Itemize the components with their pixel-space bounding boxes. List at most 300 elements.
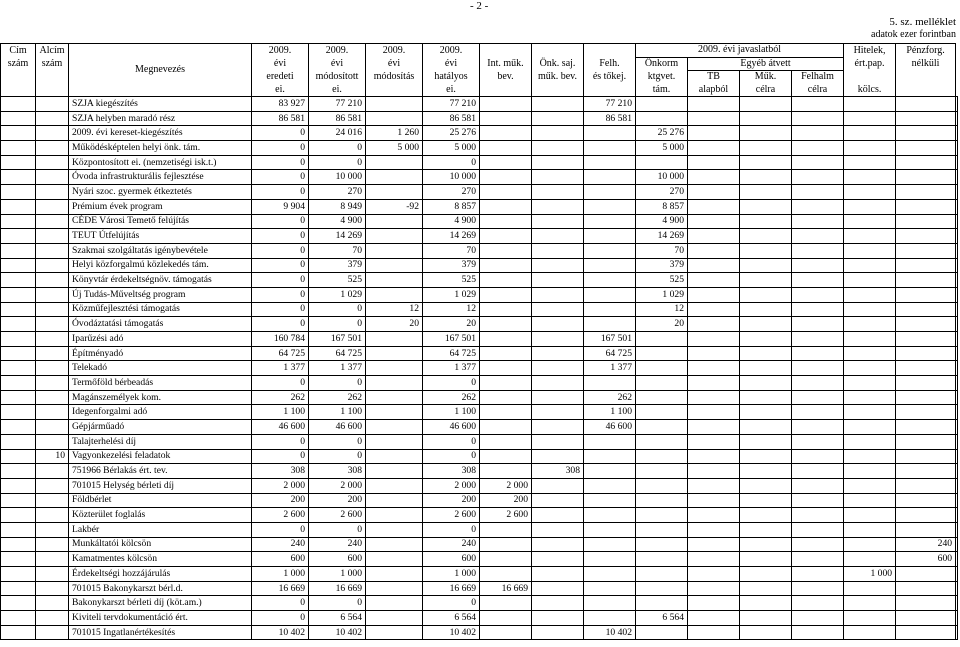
value-cell: 167 501 [423, 332, 480, 347]
cim-cell [1, 390, 36, 405]
value-cell [792, 390, 844, 405]
cim-cell [1, 302, 36, 317]
value-cell [844, 346, 896, 361]
value-cell [844, 199, 896, 214]
value-cell [896, 141, 956, 156]
value-cell [896, 214, 956, 229]
value-cell [844, 434, 896, 449]
value-cell [792, 302, 844, 317]
value-cell [956, 596, 958, 611]
value-cell: 262 [584, 390, 636, 405]
value-cell [532, 243, 584, 258]
alcim-cell [36, 214, 69, 229]
value-cell [896, 567, 956, 582]
cim-cell [1, 273, 36, 288]
value-cell [532, 170, 584, 185]
cim-cell [1, 214, 36, 229]
value-cell: 14 269 [423, 229, 480, 244]
value-cell: 46 600 [252, 420, 309, 435]
value-cell [584, 434, 636, 449]
value-cell [532, 611, 584, 626]
value-cell [636, 478, 688, 493]
value-cell [844, 361, 896, 376]
value-cell [792, 258, 844, 273]
value-cell [896, 317, 956, 332]
cim-cell [1, 243, 36, 258]
value-cell [792, 155, 844, 170]
cim-cell [1, 229, 36, 244]
value-cell [792, 126, 844, 141]
value-cell [844, 508, 896, 523]
value-cell [636, 464, 688, 479]
value-cell [896, 273, 956, 288]
value-cell [956, 302, 958, 317]
name-cell: Idegenforgalmi adó [69, 405, 252, 420]
alcim-cell [36, 155, 69, 170]
value-cell [740, 111, 792, 126]
value-cell [896, 478, 956, 493]
table-row [1, 126, 958, 141]
value-cell [366, 273, 423, 288]
value-cell [480, 434, 532, 449]
value-cell: 200 [423, 493, 480, 508]
name-cell: Gépjárműadó [69, 420, 252, 435]
cim-cell [1, 317, 36, 332]
alcim-cell [36, 126, 69, 141]
value-cell: 2 000 [309, 478, 366, 493]
value-cell [740, 596, 792, 611]
value-cell: 12 [636, 302, 688, 317]
value-cell: 20 [423, 317, 480, 332]
value-cell [636, 567, 688, 582]
alcim-cell [36, 493, 69, 508]
name-cell: Magánszemélyek kom. [69, 390, 252, 405]
value-cell [688, 111, 740, 126]
value-cell [956, 420, 958, 435]
value-cell [792, 552, 844, 567]
value-cell [636, 332, 688, 347]
value-cell: 1 100 [252, 405, 309, 420]
value-cell [740, 405, 792, 420]
value-cell: 1 260 [366, 126, 423, 141]
value-cell [532, 361, 584, 376]
name-cell: Építményadó [69, 346, 252, 361]
value-cell: 64 725 [252, 346, 309, 361]
value-cell [688, 596, 740, 611]
value-cell: 240 [309, 537, 366, 552]
value-cell [532, 97, 584, 112]
value-cell [480, 537, 532, 552]
header-megnevezes: Megnevezés [69, 57, 252, 84]
value-cell [532, 287, 584, 302]
value-cell [792, 508, 844, 523]
value-cell [366, 111, 423, 126]
value-cell [480, 625, 532, 640]
value-cell [792, 229, 844, 244]
value-cell [740, 141, 792, 156]
value-cell: 8 857 [636, 199, 688, 214]
value-cell [636, 376, 688, 391]
value-cell [956, 141, 958, 156]
value-cell: 600 [423, 552, 480, 567]
value-cell [584, 522, 636, 537]
value-cell [584, 537, 636, 552]
cim-cell [1, 625, 36, 640]
value-cell: 46 600 [423, 420, 480, 435]
value-cell [792, 199, 844, 214]
value-cell [688, 376, 740, 391]
value-cell [480, 258, 532, 273]
value-cell [532, 111, 584, 126]
table-row [1, 287, 958, 302]
value-cell [956, 625, 958, 640]
value-cell [366, 97, 423, 112]
value-cell [896, 229, 956, 244]
value-cell [688, 214, 740, 229]
value-cell: 10 402 [252, 625, 309, 640]
table-row [1, 537, 958, 552]
value-cell: 86 581 [423, 111, 480, 126]
name-cell: Működésképtelen helyi önk. tám. [69, 141, 252, 156]
value-cell: 0 [252, 185, 309, 200]
value-cell [956, 581, 958, 596]
value-cell: 0 [309, 302, 366, 317]
value-cell [584, 596, 636, 611]
value-cell [956, 508, 958, 523]
value-cell [740, 464, 792, 479]
value-cell [532, 346, 584, 361]
value-cell: 8 857 [423, 199, 480, 214]
name-cell: Közterület foglalás [69, 508, 252, 523]
value-cell: 1 000 [423, 567, 480, 582]
value-cell: 64 725 [584, 346, 636, 361]
value-cell [532, 214, 584, 229]
value-cell [366, 332, 423, 347]
value-cell: 0 [252, 522, 309, 537]
value-cell: 1 000 [309, 567, 366, 582]
value-cell [792, 185, 844, 200]
value-cell: 70 [423, 243, 480, 258]
value-cell: 77 210 [584, 97, 636, 112]
value-cell: 9 904 [252, 199, 309, 214]
value-cell [532, 449, 584, 464]
header-cim: Cím [1, 44, 36, 58]
value-cell [792, 478, 844, 493]
table-row [1, 214, 958, 229]
value-cell: 4 900 [423, 214, 480, 229]
value-cell [636, 361, 688, 376]
value-cell [844, 611, 896, 626]
value-cell: 0 [252, 449, 309, 464]
value-cell [532, 273, 584, 288]
alcim-cell [36, 552, 69, 567]
value-cell [636, 434, 688, 449]
value-cell: 24 016 [309, 126, 366, 141]
value-cell: 0 [309, 141, 366, 156]
cim-cell [1, 97, 36, 112]
alcim-cell [36, 567, 69, 582]
value-cell [792, 346, 844, 361]
value-cell [896, 126, 956, 141]
value-cell [688, 405, 740, 420]
value-cell [366, 581, 423, 596]
cim-cell [1, 420, 36, 435]
value-cell: 0 [309, 155, 366, 170]
value-cell [366, 567, 423, 582]
value-cell [740, 420, 792, 435]
value-cell: 1 377 [423, 361, 480, 376]
cim-cell [1, 361, 36, 376]
value-cell [532, 405, 584, 420]
value-cell: 0 [252, 611, 309, 626]
alcim-cell [36, 464, 69, 479]
header-onkorm: Önkorm [636, 57, 688, 71]
value-cell [740, 567, 792, 582]
value-cell: 64 725 [309, 346, 366, 361]
value-cell [956, 611, 958, 626]
value-cell: 240 [896, 537, 956, 552]
value-cell [366, 537, 423, 552]
value-cell [792, 243, 844, 258]
value-cell [792, 141, 844, 156]
table-row [1, 390, 958, 405]
value-cell [480, 361, 532, 376]
value-cell: 16 669 [480, 581, 532, 596]
name-cell: Vagyonkezelési feladatok [69, 449, 252, 464]
table-row [1, 229, 958, 244]
value-cell [480, 449, 532, 464]
value-cell [636, 390, 688, 405]
value-cell [366, 214, 423, 229]
value-cell [584, 478, 636, 493]
header-year-2: 2009. [309, 44, 366, 58]
name-cell: SZJA helyben maradó rész [69, 111, 252, 126]
cim-cell [1, 346, 36, 361]
value-cell: 0 [252, 434, 309, 449]
value-cell [792, 405, 844, 420]
value-cell: 2 000 [423, 478, 480, 493]
value-cell [480, 302, 532, 317]
value-cell: 270 [636, 185, 688, 200]
value-cell: 10 402 [584, 625, 636, 640]
value-cell [896, 376, 956, 391]
value-cell [844, 449, 896, 464]
value-cell [896, 390, 956, 405]
value-cell [584, 376, 636, 391]
value-cell [688, 537, 740, 552]
value-cell [792, 332, 844, 347]
value-cell: 16 669 [252, 581, 309, 596]
value-cell [636, 552, 688, 567]
value-cell [688, 229, 740, 244]
value-cell [366, 155, 423, 170]
value-cell [688, 287, 740, 302]
alcim-cell [36, 170, 69, 185]
value-cell [688, 420, 740, 435]
value-cell [688, 611, 740, 626]
value-cell: 2 600 [480, 508, 532, 523]
value-cell [366, 420, 423, 435]
value-cell: 308 [423, 464, 480, 479]
name-cell: Bakonykarszt bérleti díj (köt.am.) [69, 596, 252, 611]
value-cell [688, 141, 740, 156]
value-cell [480, 141, 532, 156]
value-cell [844, 111, 896, 126]
value-cell [844, 273, 896, 288]
value-cell [844, 464, 896, 479]
value-cell: 1 000 [252, 567, 309, 582]
value-cell [636, 449, 688, 464]
name-cell: Lakbér [69, 522, 252, 537]
value-cell [740, 390, 792, 405]
value-cell [366, 287, 423, 302]
alcim-cell [36, 596, 69, 611]
alcim-cell [36, 405, 69, 420]
value-cell [792, 611, 844, 626]
alcim-cell [36, 229, 69, 244]
name-cell: 701015 Helység bérleti díj [69, 478, 252, 493]
cim-cell [1, 611, 36, 626]
name-cell: Központosított ei. (nemzetiségi isk.t.) [69, 155, 252, 170]
value-cell [532, 141, 584, 156]
alcim-cell [36, 302, 69, 317]
header-year-3: 2009. [366, 44, 423, 58]
value-cell [584, 449, 636, 464]
alcim-cell [36, 625, 69, 640]
value-cell [532, 596, 584, 611]
value-cell [792, 420, 844, 435]
value-cell [844, 478, 896, 493]
value-cell: 600 [896, 552, 956, 567]
value-cell [740, 346, 792, 361]
cim-cell [1, 332, 36, 347]
table-row [1, 611, 958, 626]
value-cell [844, 258, 896, 273]
value-cell: 20 [366, 317, 423, 332]
budget-table [0, 43, 958, 640]
value-cell [740, 522, 792, 537]
value-cell: 1 029 [309, 287, 366, 302]
value-cell: 240 [252, 537, 309, 552]
value-cell: 86 581 [252, 111, 309, 126]
value-cell [366, 243, 423, 258]
value-cell: 0 [309, 317, 366, 332]
value-cell: 600 [309, 552, 366, 567]
value-cell [896, 581, 956, 596]
value-cell: 0 [252, 376, 309, 391]
value-cell [688, 493, 740, 508]
table-body [1, 97, 958, 640]
value-cell [740, 537, 792, 552]
alcim-cell [36, 376, 69, 391]
value-cell [366, 464, 423, 479]
value-cell [740, 434, 792, 449]
value-cell [896, 625, 956, 640]
value-cell [688, 390, 740, 405]
name-cell: Termőföld bérbeadás [69, 376, 252, 391]
value-cell [532, 229, 584, 244]
value-cell [792, 449, 844, 464]
name-cell: 701015 Bakonykarszt bérl.d. [69, 581, 252, 596]
value-cell [480, 229, 532, 244]
value-cell: 16 669 [309, 581, 366, 596]
value-cell [584, 214, 636, 229]
value-cell: 8 949 [309, 199, 366, 214]
value-cell [584, 302, 636, 317]
cim-cell [1, 552, 36, 567]
value-cell [584, 243, 636, 258]
value-cell [532, 493, 584, 508]
value-cell [688, 170, 740, 185]
value-cell [366, 405, 423, 420]
value-cell [532, 126, 584, 141]
value-cell: 4 900 [636, 214, 688, 229]
value-cell [844, 185, 896, 200]
value-cell [688, 199, 740, 214]
name-cell: Munkáltatói kölcsön [69, 537, 252, 552]
value-cell [532, 376, 584, 391]
value-cell: 0 [252, 273, 309, 288]
value-cell [740, 302, 792, 317]
value-cell [366, 229, 423, 244]
alcim-cell [36, 537, 69, 552]
name-cell: Iparűzési adó [69, 332, 252, 347]
table-row [1, 420, 958, 435]
value-cell: 240 [423, 537, 480, 552]
value-cell [532, 390, 584, 405]
table-row [1, 567, 958, 582]
value-cell [792, 361, 844, 376]
value-cell [480, 376, 532, 391]
value-cell [584, 287, 636, 302]
cim-cell [1, 508, 36, 523]
value-cell [956, 273, 958, 288]
value-cell [532, 537, 584, 552]
name-cell: Érdekeltségi hozzájárulás [69, 567, 252, 582]
value-cell [480, 346, 532, 361]
table-row [1, 97, 958, 112]
value-cell: 2 000 [480, 478, 532, 493]
value-cell: 308 [252, 464, 309, 479]
value-cell [792, 567, 844, 582]
value-cell [844, 390, 896, 405]
value-cell [792, 111, 844, 126]
value-cell [688, 155, 740, 170]
value-cell [688, 243, 740, 258]
value-cell [896, 111, 956, 126]
value-cell [480, 317, 532, 332]
value-cell: 6 564 [636, 611, 688, 626]
value-cell [740, 243, 792, 258]
name-cell: Kiviteli tervdokumentáció ért. [69, 611, 252, 626]
value-cell [896, 361, 956, 376]
value-cell [956, 287, 958, 302]
value-cell [740, 199, 792, 214]
value-cell: 270 [309, 185, 366, 200]
cim-cell [1, 185, 36, 200]
cim-cell [1, 581, 36, 596]
value-cell: 0 [423, 449, 480, 464]
header-felh: Felh. [584, 57, 636, 71]
value-cell [792, 273, 844, 288]
value-cell [584, 508, 636, 523]
value-cell [956, 449, 958, 464]
value-cell [636, 97, 688, 112]
value-cell: 10 000 [309, 170, 366, 185]
value-cell [956, 214, 958, 229]
value-cell [636, 155, 688, 170]
value-cell [740, 317, 792, 332]
